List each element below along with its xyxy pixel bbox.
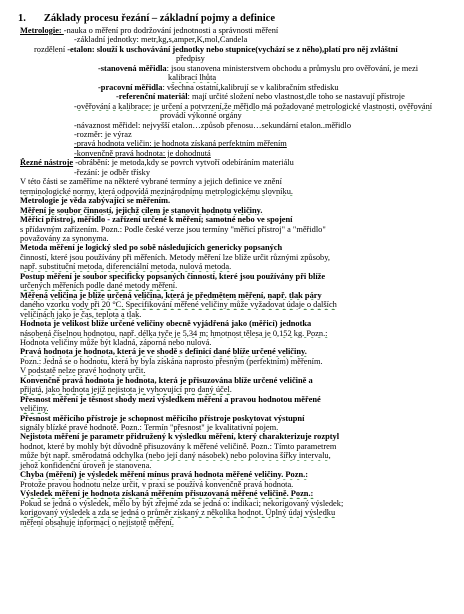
metrologie-line: -rozměr: je výraz: [74, 129, 132, 139]
paragraph-line: daného vzorku vody při 20 °C. Specifikování měřené veličiny může vyžadovat údaje o dalších: [20, 300, 337, 310]
title-number: 1.: [18, 13, 26, 24]
paragraph-line: jehož konfidenční úroveň je stanovena.: [20, 460, 152, 470]
metrologie-line: -návaznost měřidel: nejvyšší etalon…způsob přenosu…sekundární etalon..měřidlo: [74, 120, 352, 130]
page-title: [18, 12, 454, 25]
paragraph-line: násobená číselnou hodnotou, např. délka tyče je 5,34 m; hmotnost tělesa je 0,152 kg. Pozn.:: [20, 328, 328, 338]
paragraph-line: V podstatě nelze pravé hodnoty určit.: [20, 366, 146, 376]
paragraph-line: Měřená veličina je blíže určená veličina, která je předmětem měření, např. tlak páry: [20, 290, 322, 300]
paragraph-line: Metoda měření je logický sled po sobě následujících genericky popsaných: [20, 243, 283, 253]
metrologie-line: -konvenčně pravá hodnota: je dohodnutá: [74, 148, 211, 158]
paragraph-line: veličiny.: [20, 404, 49, 414]
paragraph-line: s přídavným zařízením. Pozn.: Podle české verze jsou termíny "měřicí přístroj" a "měřidlo": [20, 224, 326, 234]
paragraph-line: veličinách jako je čas, teplota a tlak.: [20, 309, 142, 319]
paragraph-line: Protože pravou hodnotu nelze určit, v praxi se používá konvenčně pravá hodnota.: [20, 479, 294, 489]
metrologie-line: Metrologie: -nauka o měření pro dodržování jednotnosti a správnosti měření: [20, 26, 279, 35]
paragraph-line: Metrologie je věda zabývající se měřením.: [20, 196, 171, 206]
paragraph-line: V této části se zaměříme na některé vybrané termíny a jejich definice ve znění: [20, 177, 282, 187]
metrologie-line: provádí výkonné orgány: [160, 111, 242, 121]
paragraph-line: považovány za synonyma.: [20, 233, 109, 243]
metrologie-line: -pracovní měřidla: všechna ostatní,kalibrují se v kalibračním středisku: [98, 82, 339, 92]
paragraph-line: činností, které jsou používány při měřeních. Metody měření lze blíže určit různými způsoby,: [20, 252, 330, 262]
paragraph-line: hodnot, které by mohly být důvodně přisuzovány k měřené veličině. Pozn.: Tímto parametrem: [20, 441, 337, 451]
paragraph-line: přijatá, jako hodnota jejíž nejistota je vyhovující pro daný účel.: [20, 385, 232, 395]
paragraph-line: Pokud se jedná o výsledek, mělo by být zřejmé zda se jedná o: indikaci; nekorigovaný výsledek;: [20, 498, 344, 508]
rezne-line: -řezání: je odběr třísky: [74, 167, 151, 177]
metrologie-line: -pravá hodnota veličin: je hodnota získaná perfektním měřením: [74, 139, 287, 149]
paragraph-line: Měřicí přístroj, měřidlo - zařízení určené k měření; samotné nebo ve spojení: [20, 215, 293, 225]
title-text: Základy procesu řezání – základní pojmy a definice: [43, 13, 275, 24]
paragraph-line: např. substituční metoda, diferenciální metoda, nulová metoda.: [20, 262, 232, 272]
paragraph-line: Přesnost měřicího přístroje je schopnost měřicího přístroje poskytovat výstupní: [20, 413, 305, 423]
paragraph-line: terminologické normy, která odpovídá mezinárodnímu metrologickému slovníku.: [20, 186, 293, 196]
paragraph-line: Chyba (měření) je výsledek měření mínus pravá hodnota měřené veličiny. Pozn.:: [20, 470, 308, 480]
metrologie-line: -ověřování a kalibrace: je určení a potvrzení,že měřidlo má požadované metrologické vlastnosti, ověřování: [74, 101, 433, 111]
metrologie-line: -základní jednotky: metr,kg,s,amper,K,mol,Candela: [74, 35, 248, 45]
metrologie-line: kalibrací lhůta: [168, 73, 217, 83]
paragraph-line: signály blízké pravé hodnotě. Pozn.: Termín "přesnost" je kvalitativní pojem.: [20, 423, 279, 433]
paragraph-line: Pravá hodnota je hodnota, která je ve shodě s definicí dané blíže určené veličiny.: [20, 347, 307, 357]
paragraph-line: Měření je soubor činností, jejichž cílem je stanovit hodnotu veličiny.: [20, 205, 263, 215]
paragraph-line: určených měřeních podle dané metody měření.: [20, 281, 178, 291]
rezne-line: Řezné nástroje -obrábění: je metoda,kdy se povrch vytvoří odebíráním materiálu: [20, 158, 294, 168]
paragraph-line: Hodnota je velikost blíže určené veličiny obecně vyjádřená jako (měřicí) jednotka: [20, 319, 312, 329]
paragraph-line: Konvenčně pravá hodnota je hodnota, která je přisuzována blíže určené veličině a: [20, 375, 313, 385]
paragraph-line: Pozn.: Jedná se o hodnotu, která by byla získána naprosto přesným (perfektním) měřením.: [20, 356, 323, 366]
paragraph-line: měření obsahuje informaci o nejistotě měření.: [20, 517, 174, 527]
paragraph-line: korigovaný výsledek a zda se jedná o průměr získaný z několika hodnot. Úplný údaj výsledku: [20, 508, 336, 518]
metrologie-line: -stanovená měřidla: jsou stanovena ministerstvem obchodu a průmyslu pro ověřování, je mezi: [98, 63, 419, 73]
paragraph-line: Postup měření je soubor specificky popsaných činností, které jsou používány při blíže: [20, 271, 326, 281]
paragraph-line: Přesnost měření je těsnost shody mezi výsledkem měření a pravou hodnotou měřené: [20, 394, 321, 404]
paragraph-line: Výsledek měření je hodnota získaná měřením přisuzovaná měřené veličině. Pozn.:: [20, 489, 314, 499]
paragraph-line: může být např. směrodatná odchylka (nebo její daný násobek) nebo polovina šířky intervalu,: [20, 451, 331, 461]
metrologie-line: -referenční materiál: mají určité složení nebo vlastnost,dle toho se nastavují přístroje: [116, 92, 405, 102]
metrologie-line: předpisy: [176, 54, 205, 64]
paragraph-line: Hodnota veličiny může být kladná, záporná nebo nulová.: [20, 337, 212, 347]
metrologie-line: rozdělení -etalon: slouží k uschovávání jednotky nebo stupnice(vychází se z něho),platí pro něj zvláštní: [34, 44, 398, 54]
paragraph-line: Nejistota měření je parametr přidružený k výsledku měření, který charakterizuje rozptyl: [20, 432, 340, 442]
